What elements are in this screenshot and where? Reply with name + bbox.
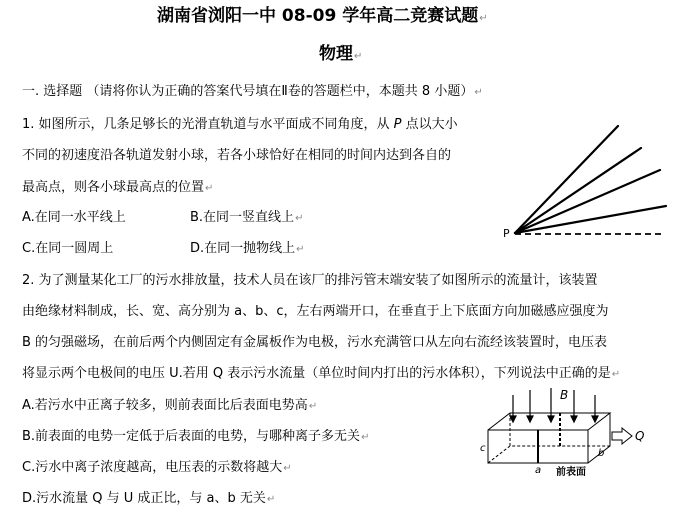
q1-line-1: 1. 如图所示，几条足够长的光滑直轨道与水平面成不同角度，从 P 点以大小 [22,117,458,132]
exam-subject: 物理↵ [319,44,363,64]
q2-line-3: B 的匀强磁场，在前后两个内侧固定有金属板作为电极，污水充满管口从左向右流经该装置时，电压表 [22,335,608,350]
q1-option-b: B.在同一竖直线上↵ [190,210,304,225]
label-c-height: c [480,443,486,454]
label-front-surface: 前表面 [556,467,586,478]
q2-option-c: C.污水中离子浓度越高，电压表的示数将越大↵ [22,460,292,475]
q1-option-c: C.在同一圆周上 [22,241,114,256]
q2-line-2: 由绝缘材料制成，长、宽、高分别为 a、b、c，左右两端开口，在垂直于上下底面方向加磁感应强度为 [22,304,609,319]
q1-line-3: 最高点，则各小球最高点的位置↵ [22,180,214,195]
point-p-label: P [503,227,510,240]
q2-option-b: B.前表面的电势一定低于后表面的电势，与哪种离子多无关↵ [22,429,370,444]
section-heading: 一. 选择题 （请将你认为正确的答案代号填在Ⅱ卷的答题栏中，本题共 8 小题）↵ [22,84,483,99]
q1-option-d: D.在同一抛物线上↵ [190,241,305,256]
label-b-field: B [560,388,569,402]
exam-title: 湖南省浏阳一中 08-09 学年高二竞赛试题↵ [157,6,488,26]
label-a-length: a [535,465,542,476]
label-b-width: b [598,448,605,459]
q1-line-2: 不同的初速度沿各轨道发射小球，若各小球恰好在相同的时间内达到各自的 [22,148,452,163]
q2-line-4: 将显示两个电极间的电压 U.若用 Q 表示污水流量（单位时间内打出的污水体积），下列说法中正确的是↵ [22,366,621,381]
flow-out-arrow [612,428,632,444]
label-q-flow: Q [635,429,645,443]
q2-option-a: A.若污水中正离子较多，则前表面比后表面电势高↵ [22,398,318,413]
q2-line-1: 2. 为了测量某化工厂的污水排放量，技术人员在该厂的排污管末端安装了如图所示的流量计，该装置 [22,273,598,288]
q2-option-d: D.污水流量 Q 与 U 成正比，与 a、b 无关↵ [22,491,276,506]
q1-option-a: A.在同一水平线上 [22,210,126,225]
